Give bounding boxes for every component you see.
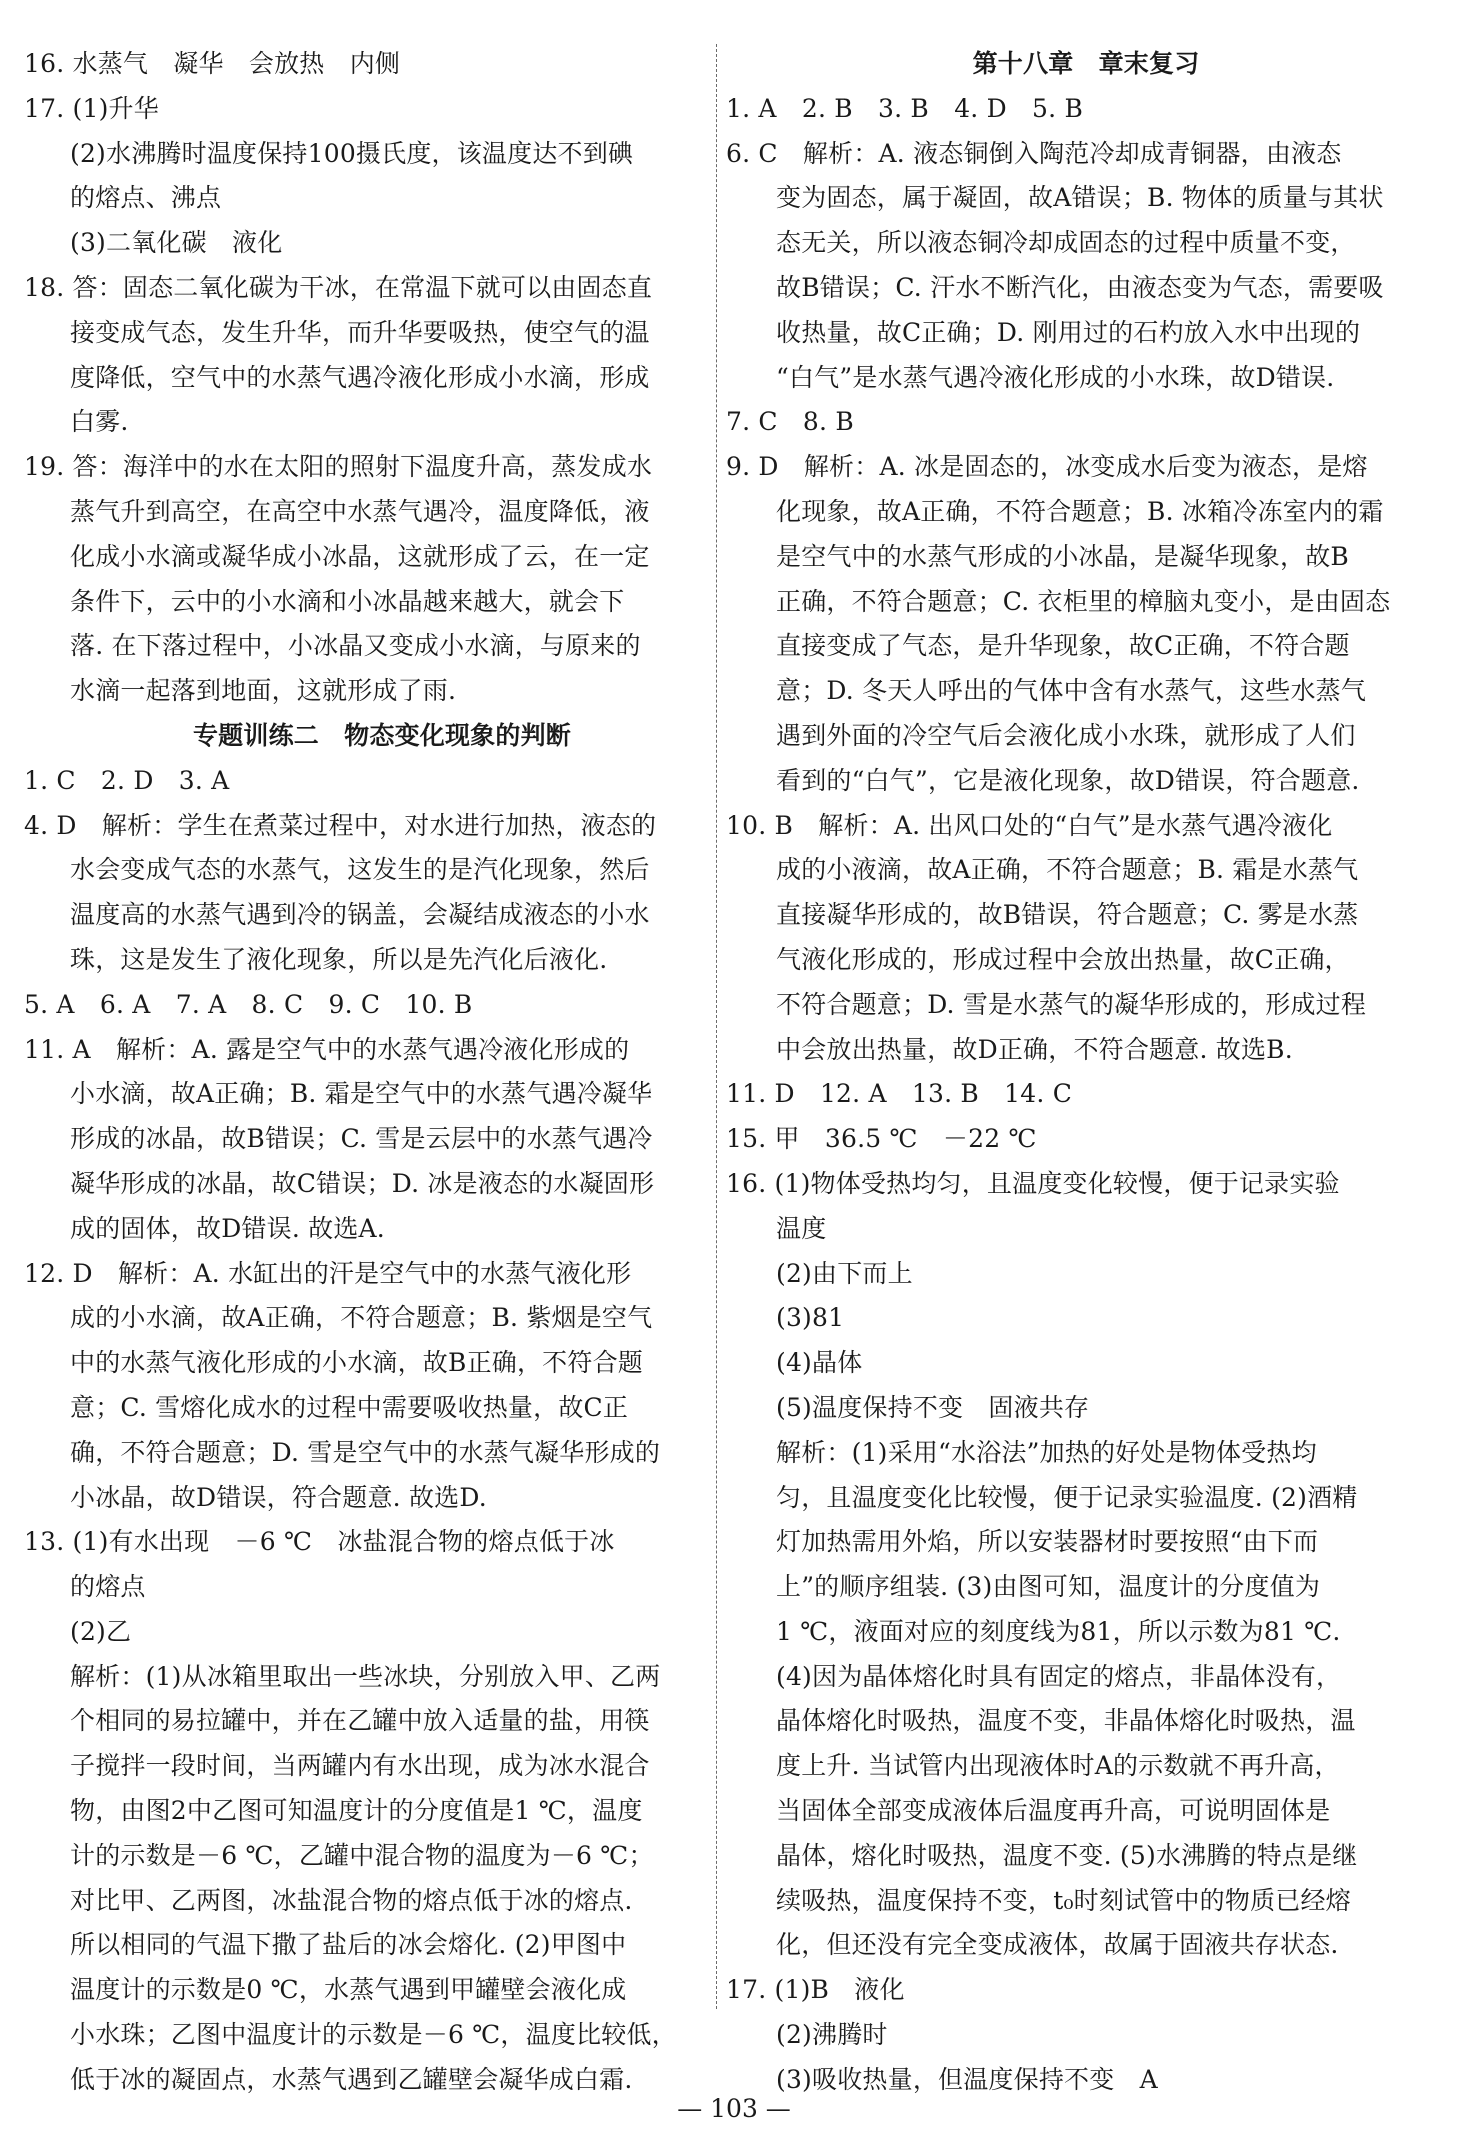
text-line: 成的小液滴，故A正确，不符合题意；B. 霜是水蒸气 bbox=[776, 855, 1359, 885]
text-line: 小水珠；乙图中温度计的示数是－6 ℃，温度比较低， bbox=[70, 2020, 677, 2050]
text-line: 7. C 8. B bbox=[726, 407, 854, 437]
text-line: 水滴一起落到地面，这就形成了雨. bbox=[70, 676, 457, 706]
text-line: 物，由图2中乙图可知温度计的分度值是1 ℃，温度 bbox=[70, 1796, 643, 1826]
text-line: 遇到外面的冷空气后会液化成小水珠，就形成了人们 bbox=[776, 720, 1356, 750]
text-line: 中会放出热量，故D正确，不符合题意. 故选B. bbox=[776, 1034, 1293, 1064]
text-line: 故B错误；C. 汗水不断汽化，由液态变为气态，需要吸 bbox=[776, 272, 1384, 302]
text-line: 19. 答：海洋中的水在太阳的照射下温度升高，蒸发成水 bbox=[24, 452, 653, 482]
text-line: (2)乙 bbox=[70, 1616, 132, 1646]
right-column bbox=[726, 42, 1416, 2103]
text-line: (4)因为晶体熔化时具有固定的熔点，非晶体没有， bbox=[776, 1661, 1342, 1691]
text-line: 意；D. 冬天人呼出的气体中含有水蒸气，这些水蒸气 bbox=[776, 676, 1367, 706]
column-divider bbox=[716, 44, 717, 2009]
text-line: 匀，且温度变化比较慢，便于记录实验温度. (2)酒精 bbox=[776, 1482, 1358, 1512]
text-line: (4)晶体 bbox=[776, 1348, 863, 1378]
text-line: 直接变成了气态，是升华现象，故C正确，不符合题 bbox=[776, 631, 1350, 661]
text-line: 化成小水滴或凝华成小冰晶，这就形成了云，在一定 bbox=[70, 541, 650, 571]
text-line: 意；C. 雪熔化成水的过程中需要吸收热量，故C正 bbox=[70, 1392, 629, 1422]
text-line: 12. D 解析：A. 水缸出的汗是空气中的水蒸气液化形 bbox=[24, 1258, 632, 1288]
text-line: 的熔点、沸点 bbox=[70, 183, 222, 213]
text-line: (3)二氧化碳 液化 bbox=[70, 228, 283, 258]
text-line: 度降低，空气中的水蒸气遇冷液化形成小水滴，形成 bbox=[70, 362, 650, 392]
text-line: 中的水蒸气液化形成的小水滴，故B正确，不符合题 bbox=[70, 1348, 643, 1378]
text-line: 收热量，故C正确；D. 刚用过的石杓放入水中出现的 bbox=[776, 317, 1361, 347]
text-line: 6. C 解析：A. 液态铜倒入陶范冷却成青铜器，由液态 bbox=[726, 138, 1342, 168]
text-line: 白雾. bbox=[70, 407, 129, 437]
text-line: 形成的冰晶，故B错误；C. 雪是云层中的水蒸气遇冷 bbox=[70, 1124, 653, 1154]
text-line: 水会变成气态的水蒸气，这发生的是汽化现象，然后 bbox=[70, 855, 650, 885]
text-line: 晶体熔化时吸热，温度不变，非晶体熔化时吸热，温 bbox=[776, 1706, 1356, 1736]
text-line: 化，但还没有完全变成液体，故属于固液共存状态. bbox=[776, 1930, 1339, 1960]
text-line: (2)水沸腾时温度保持100摄氏度，该温度达不到碘 bbox=[70, 138, 634, 168]
text-line: 解析：(1)从冰箱里取出一些冰块，分别放入甲、乙两 bbox=[70, 1661, 661, 1691]
text-line: “白气”是水蒸气遇冷液化形成的小水珠，故D错误. bbox=[776, 362, 1335, 392]
text-line: (5)温度保持不变 固液共存 bbox=[776, 1392, 1090, 1422]
text-line: (2)沸腾时 bbox=[776, 2020, 888, 2050]
text-line: 17. (1)B 液化 bbox=[726, 1975, 905, 2005]
text-line: 温度计的示数是0 ℃，水蒸气遇到甲罐壁会液化成 bbox=[70, 1975, 627, 2005]
text-line: 成的小水滴，故A正确，不符合题意；B. 紫烟是空气 bbox=[70, 1303, 653, 1333]
text-line: 子搅拌一段时间，当两罐内有水出现，成为冰水混合 bbox=[70, 1751, 650, 1781]
text-line: 个相同的易拉罐中，并在乙罐中放入适量的盐，用筷 bbox=[70, 1706, 650, 1736]
text-line: 18. 答：固态二氧化碳为干冰，在常温下就可以由固态直 bbox=[24, 272, 653, 302]
text-line: 13. (1)有水出现 －6 ℃ 冰盐混合物的熔点低于冰 bbox=[24, 1527, 615, 1557]
text-line: 17. (1)升华 bbox=[24, 93, 159, 123]
left-column bbox=[24, 42, 710, 2103]
text-line: 小水滴，故A正确；B. 霜是空气中的水蒸气遇冷凝华 bbox=[70, 1079, 653, 1109]
section-heading: 专题训练二 物态变化现象的判断 bbox=[192, 720, 571, 750]
page-number: — 103 — bbox=[677, 2094, 791, 2123]
text-line: 15. 甲 36.5 ℃ －22 ℃ bbox=[726, 1124, 1037, 1154]
text-line: 落. 在下落过程中，小冰晶又变成小水滴，与原来的 bbox=[70, 631, 641, 661]
text-line: 接变成气态，发生升华，而升华要吸热，使空气的温 bbox=[70, 317, 650, 347]
text-line: 16. (1)物体受热均匀，且温度变化较慢，便于记录实验 bbox=[726, 1168, 1340, 1198]
text-line: 上”的顺序组装. (3)由图可知，温度计的分度值为 bbox=[776, 1572, 1321, 1602]
text-line: 珠，这是发生了液化现象，所以是先汽化后液化. bbox=[70, 944, 608, 974]
text-line: 变为固态，属于凝固，故A错误；B. 物体的质量与其状 bbox=[776, 183, 1384, 213]
text-line: 续吸热，温度保持不变，t₀时刻试管中的物质已经熔 bbox=[776, 1885, 1351, 1915]
text-line: 9. D 解析：A. 冰是固态的，冰变成水后变为液态，是熔 bbox=[726, 452, 1368, 482]
text-line: 条件下，云中的小水滴和小冰晶越来越大，就会下 bbox=[70, 586, 625, 616]
text-line: (2)由下而上 bbox=[776, 1258, 913, 1288]
text-line: 小冰晶，故D错误，符合题意. 故选D. bbox=[70, 1482, 487, 1512]
text-line: 解析：(1)采用“水浴法”加热的好处是物体受热均 bbox=[776, 1437, 1317, 1467]
text-line: 温度高的水蒸气遇到冷的锅盖，会凝结成液态的小水 bbox=[70, 900, 650, 930]
text-line: (3)81 bbox=[776, 1303, 845, 1333]
text-line: 计的示数是－6 ℃，乙罐中混合物的温度为－6 ℃； bbox=[70, 1840, 654, 1870]
text-line: 所以相同的气温下撒了盐后的冰会熔化. (2)甲图中 bbox=[70, 1930, 627, 1960]
text-line: 度上升. 当试管内出现液体时A的示数就不再升高， bbox=[776, 1751, 1340, 1781]
text-line: 的熔点 bbox=[70, 1572, 146, 1602]
text-line: 1 ℃，液面对应的刻度线为81，所以示数为81 ℃. bbox=[776, 1616, 1341, 1646]
text-line: 1. C 2. D 3. A bbox=[24, 765, 230, 795]
text-line: 11. A 解析：A. 露是空气中的水蒸气遇冷液化形成的 bbox=[24, 1034, 630, 1064]
text-line: 4. D 解析：学生在煮菜过程中，对水进行加热，液态的 bbox=[24, 810, 657, 840]
text-line: 10. B 解析：A. 出风口处的“白气”是水蒸气遇冷液化 bbox=[726, 810, 1333, 840]
text-line: 11. D 12. A 13. B 14. C bbox=[726, 1079, 1073, 1109]
text-line: 晶体，熔化时吸热，温度不变. (5)水沸腾的特点是继 bbox=[776, 1840, 1358, 1870]
text-line: 当固体全部变成液体后温度再升高，可说明固体是 bbox=[776, 1796, 1331, 1826]
text-line: 确，不符合题意；D. 雪是空气中的水蒸气凝华形成的 bbox=[70, 1437, 661, 1467]
text-line: 对比甲、乙两图，冰盐混合物的熔点低于冰的熔点. bbox=[70, 1885, 633, 1915]
text-line: 成的固体，故D错误. 故选A. bbox=[70, 1213, 385, 1243]
text-line: 是空气中的水蒸气形成的小冰晶，是凝华现象，故B bbox=[776, 541, 1349, 571]
text-line: (3)吸收热量，但温度保持不变 A bbox=[776, 2064, 1158, 2094]
text-line: 正确，不符合题意；C. 衣柜里的樟脑丸变小，是由固态 bbox=[776, 586, 1391, 616]
text-line: 凝华形成的冰晶，故C错误；D. 冰是液态的水凝固形 bbox=[70, 1168, 655, 1198]
text-line: 态无关，所以液态铜冷却成固态的过程中质量不变， bbox=[776, 228, 1356, 258]
text-line: 16. 水蒸气 凝华 会放热 内侧 bbox=[24, 49, 401, 78]
text-line: 5. A 6. A 7. A 8. C 9. C 10. B bbox=[24, 989, 473, 1019]
text-line: 直接凝华形成的，故B错误，符合题意；C. 雾是水蒸 bbox=[776, 900, 1359, 930]
text-line: 不符合题意；D. 雪是水蒸气的凝华形成的，形成过程 bbox=[776, 989, 1367, 1019]
text-line: 温度 bbox=[776, 1213, 827, 1243]
text-line: 气液化形成的，形成过程中会放出热量，故C正确， bbox=[776, 944, 1350, 974]
text-line: 化现象，故A正确，不符合题意；B. 冰箱冷冻室内的霜 bbox=[776, 496, 1384, 526]
text-line: 蒸气升到高空，在高空中水蒸气遇冷，温度降低，液 bbox=[70, 496, 650, 526]
text-line: 看到的“白气”，它是液化现象，故D错误，符合题意. bbox=[776, 765, 1360, 795]
text-line: 低于冰的凝固点，水蒸气遇到乙罐壁会凝华成白霜. bbox=[70, 2064, 633, 2094]
text-line: 1. A 2. B 3. B 4. D 5. B bbox=[726, 93, 1084, 123]
section-heading: 第十八章 章末复习 bbox=[972, 49, 1200, 78]
text-line: 灯加热需用外焰，所以安装器材时要按照“由下而 bbox=[776, 1527, 1319, 1557]
